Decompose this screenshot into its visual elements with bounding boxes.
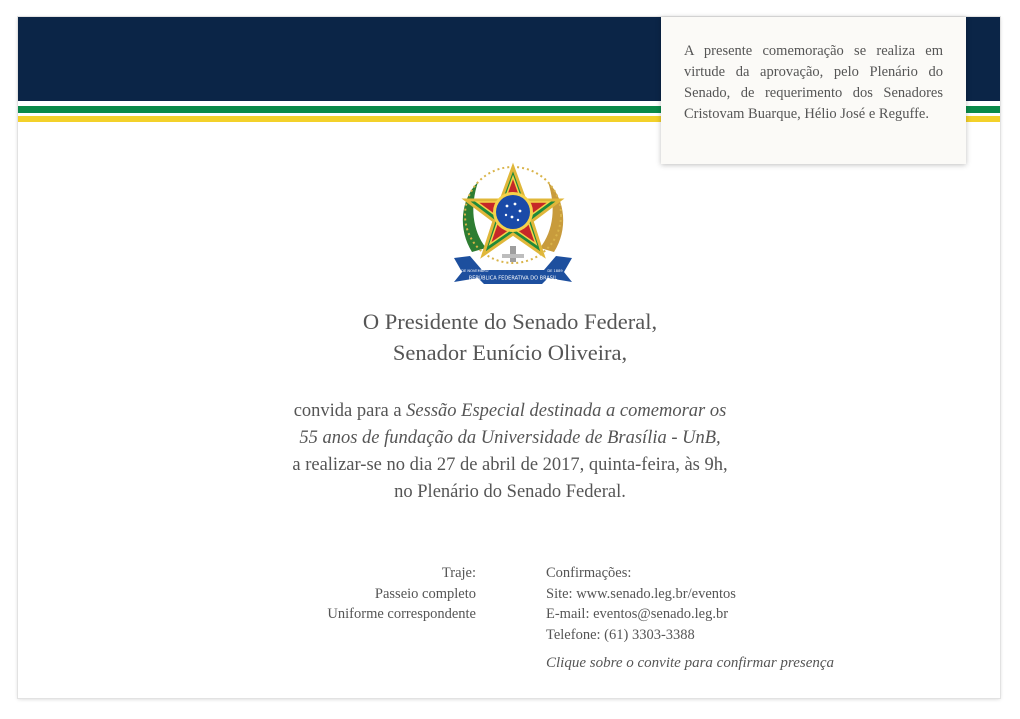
invitation-line-2: 55 anos de fundação da Universidade de Brasília - UnB,	[299, 428, 721, 448]
brazil-coat-of-arms-icon	[452, 160, 574, 290]
invitation-line-3: a realizar-se no dia 27 de abril de 2017, quinta-feira, às 9h,	[292, 455, 728, 475]
dress-code-option-2: Uniforme correspondente	[327, 606, 476, 622]
approval-note-text: A presente comemoração se realiza em virtude da aprovação, pelo Plenário do Senado, de requerimento dos Senadores Cristovam Buarque, Hélio José e Reguffe.	[684, 43, 943, 122]
host-heading	[0, 306, 1020, 368]
invitation-text	[0, 398, 1020, 506]
emblem-ribbon-text-right: DE 1889	[547, 269, 563, 273]
approval-note	[661, 17, 966, 164]
invitation-prefix: convida para a	[293, 401, 407, 421]
dress-code-option-1: Passeio completo	[374, 585, 476, 602]
confirm-presence-link[interactable]: Clique sobre o convite para confirmar presença	[546, 655, 835, 671]
emblem-ribbon-text-left: REPÚBLICA FEDERATIVA DO BRASIL	[468, 275, 558, 282]
confirmations-phone: Telefone: (61) 3303-3388	[546, 626, 695, 643]
invitation-line-1	[0, 398, 1020, 425]
confirmations-site-link[interactable]: Site: www.senado.leg.br/eventos	[546, 585, 736, 602]
invitation-session-title: Sessão Especial destinada a comemorar os	[406, 401, 727, 421]
dress-code-label: Traje:	[441, 565, 476, 581]
confirmations-email-link[interactable]: E-mail: eventos@senado.leg.br	[546, 606, 729, 622]
emblem-ribbon-text-middle: 15 DE NOVEMBRO	[455, 269, 489, 273]
invitation-line-4: no Plenário do Senado Federal.	[394, 482, 626, 502]
dress-code-block	[327, 563, 476, 625]
host-title: O Presidente do Senado Federal,	[362, 309, 658, 334]
host-name: Senador Eunício Oliveira,	[392, 340, 628, 365]
confirmations-label: Confirmações:	[546, 565, 632, 581]
confirmations-block	[546, 563, 736, 645]
